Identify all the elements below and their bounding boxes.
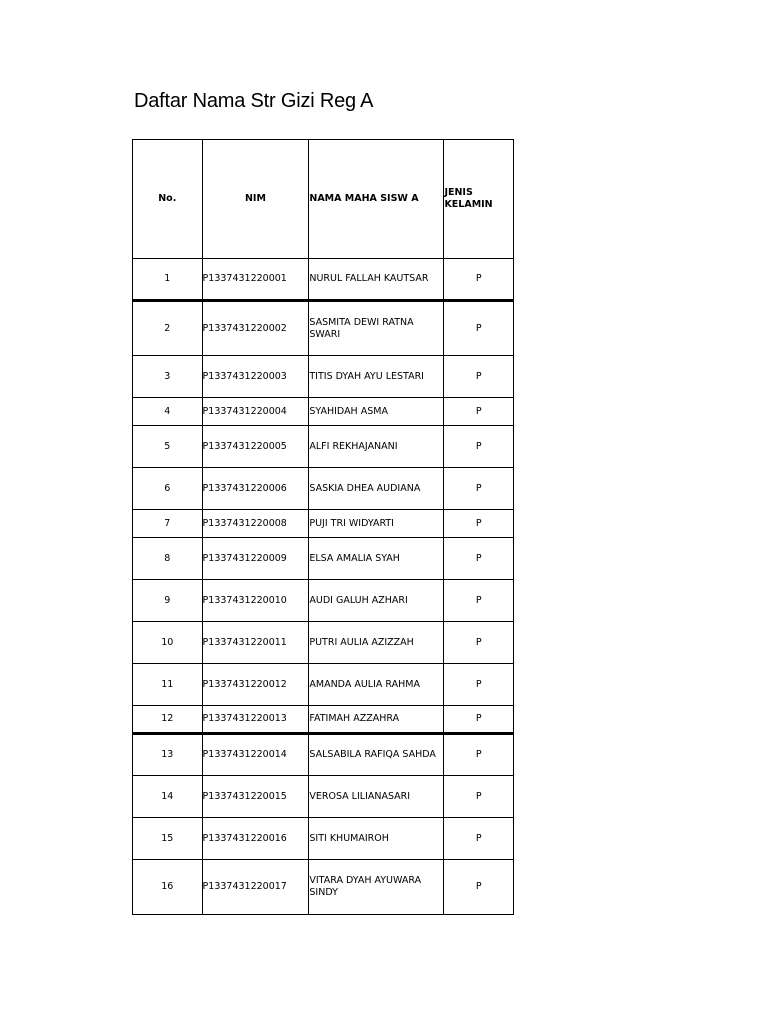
cell-nama: AUDI GALUH AZHARI: [309, 580, 444, 622]
cell-no: 6: [133, 468, 203, 510]
cell-jenis-kelamin: P: [444, 510, 514, 538]
table-row: [133, 734, 514, 776]
cell-nim: P1337431220015: [202, 776, 309, 818]
cell-nim: P1337431220014: [202, 734, 309, 776]
cell-jenis-kelamin: P: [444, 734, 514, 776]
cell-no: 3: [133, 356, 203, 398]
cell-jenis-kelamin: P: [444, 259, 514, 301]
cell-nama: TITIS DYAH AYU LESTARI: [309, 356, 444, 398]
cell-nim: P1337431220016: [202, 818, 309, 860]
table-row: [133, 580, 514, 622]
header-nim: NIM: [202, 140, 309, 259]
table-row: [133, 776, 514, 818]
cell-nama: NURUL FALLAH KAUTSAR: [309, 259, 444, 301]
cell-nama: SASKIA DHEA AUDIANA: [309, 468, 444, 510]
table-row: [133, 860, 514, 915]
table-row: [133, 538, 514, 580]
cell-no: 9: [133, 580, 203, 622]
cell-jenis-kelamin: P: [444, 776, 514, 818]
cell-nama: ALFI REKHAJANANI: [309, 426, 444, 468]
cell-nim: P1337431220009: [202, 538, 309, 580]
header-nama: NAMA MAHA SISW A: [309, 140, 444, 259]
cell-no: 7: [133, 510, 203, 538]
cell-nim: P1337431220017: [202, 860, 309, 915]
cell-nama: VEROSA LILIANASARI: [309, 776, 444, 818]
cell-no: 16: [133, 860, 203, 915]
table-row: [133, 398, 514, 426]
cell-nama: VITARA DYAH AYUWARA SINDY: [309, 860, 444, 915]
header-no: No.: [133, 140, 203, 259]
cell-no: 12: [133, 706, 203, 734]
cell-jenis-kelamin: P: [444, 398, 514, 426]
cell-nim: P1337431220002: [202, 301, 309, 356]
cell-jenis-kelamin: P: [444, 468, 514, 510]
cell-nim: P1337431220005: [202, 426, 309, 468]
cell-no: 14: [133, 776, 203, 818]
cell-no: 8: [133, 538, 203, 580]
cell-nama: SASMITA DEWI RATNA SWARI: [309, 301, 444, 356]
cell-nim: P1337431220008: [202, 510, 309, 538]
table-row: [133, 664, 514, 706]
cell-nim: P1337431220001: [202, 259, 309, 301]
cell-no: 13: [133, 734, 203, 776]
cell-no: 1: [133, 259, 203, 301]
cell-nim: P1337431220011: [202, 622, 309, 664]
cell-jenis-kelamin: P: [444, 426, 514, 468]
cell-nama: ELSA AMALIA SYAH: [309, 538, 444, 580]
cell-no: 5: [133, 426, 203, 468]
table-row: [133, 818, 514, 860]
cell-jenis-kelamin: P: [444, 860, 514, 915]
cell-nim: P1337431220004: [202, 398, 309, 426]
cell-nim: P1337431220006: [202, 468, 309, 510]
cell-jenis-kelamin: P: [444, 580, 514, 622]
cell-nama: PUTRI AULIA AZIZZAH: [309, 622, 444, 664]
cell-nama: AMANDA AULIA RAHMA: [309, 664, 444, 706]
cell-no: 15: [133, 818, 203, 860]
cell-jenis-kelamin: P: [444, 356, 514, 398]
table-row: [133, 426, 514, 468]
cell-no: 4: [133, 398, 203, 426]
cell-jenis-kelamin: P: [444, 622, 514, 664]
student-table: [132, 139, 514, 915]
cell-jenis-kelamin: P: [444, 818, 514, 860]
cell-nim: P1337431220013: [202, 706, 309, 734]
table-row: [133, 468, 514, 510]
cell-no: 10: [133, 622, 203, 664]
page-title: Daftar Nama Str Gizi Reg A: [134, 90, 374, 112]
cell-nama: PUJI TRI WIDYARTI: [309, 510, 444, 538]
cell-nama: SALSABILA RAFIQA SAHDA: [309, 734, 444, 776]
cell-nim: P1337431220012: [202, 664, 309, 706]
cell-nama: SYAHIDAH ASMA: [309, 398, 444, 426]
table-row: [133, 510, 514, 538]
cell-jenis-kelamin: P: [444, 301, 514, 356]
table-row: [133, 622, 514, 664]
table-row: [133, 356, 514, 398]
cell-jenis-kelamin: P: [444, 538, 514, 580]
table-row: [133, 706, 514, 734]
table-header-row: [133, 140, 514, 259]
cell-nim: P1337431220010: [202, 580, 309, 622]
cell-nama: FATIMAH AZZAHRA: [309, 706, 444, 734]
cell-no: 2: [133, 301, 203, 356]
header-jenis-kelamin: JENIS KELAMIN: [444, 140, 514, 259]
cell-no: 11: [133, 664, 203, 706]
cell-nim: P1337431220003: [202, 356, 309, 398]
table-row: [133, 301, 514, 356]
cell-jenis-kelamin: P: [444, 664, 514, 706]
cell-nama: SITI KHUMAIROH: [309, 818, 444, 860]
table-row: [133, 259, 514, 301]
cell-jenis-kelamin: P: [444, 706, 514, 734]
table-body: [133, 259, 514, 915]
